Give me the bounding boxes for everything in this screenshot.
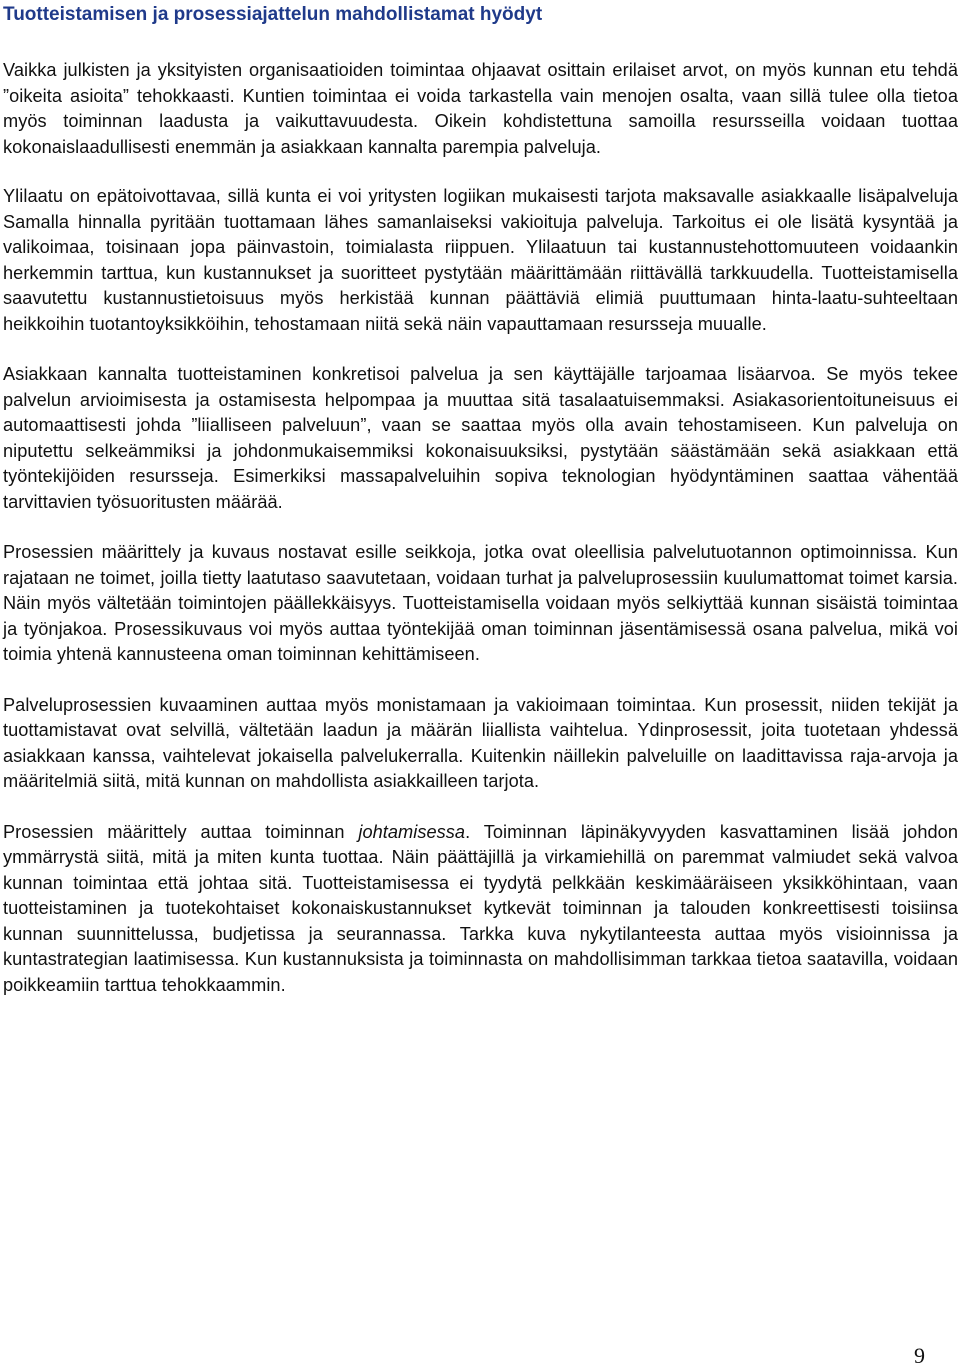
body-paragraph-3: Asiakkaan kannalta tuotteistaminen konkretisoi palvelua ja sen käyttäjälle tarjoamaa lisäarvoa. Se myös tekee palvelun arvioimisesta ja ostamisesta helpompaa ja muuttaa sitä tasalaatuisemmaksi. Asiakasorientoituneisuus ei automaattisesti johda ”liialliseen palveluun”, vaan se saattaa myös olla avain tehostamiseen. Kun palveluja on niputettu selkeämmiksi ja johdonmukaisemmiksi kokonaisuuksiksi, pystytään säästämään sekä asiakkaan että työntekijöiden resursseja. Esimerkiksi massapalveluihin sopiva teknologian hyödyntäminen saattaa vähentää tarvittavien työsuoritusten määrää.: [3, 364, 958, 512]
body-paragraph-5: Palveluprosessien kuvaaminen auttaa myös monistamaan ja vakioimaan toimintaa. Kun prosessit, niiden tekijät ja tuottamistavat ovat selvillä, vältetään laadun ja määrän liiallista vaihtelua. Ydinprosessit, joita tuotetaan yhdessä asiakkaan kanssa, vaihtelevat jokaisella palvelukerralla. Kuitenkin näillekin palveluille on laadittavissa raja-arvoja ja määritelmiä siitä, mitä kunnan on mahdollista asiakkailleen tarjota.: [3, 694, 958, 791]
page-number: 9: [914, 1343, 925, 1368]
document-page: [3, 0, 958, 998]
paragraph-6-text-start: Prosessien määrittely auttaa toiminnan: [3, 821, 359, 842]
body-paragraph-4: Prosessien määrittely ja kuvaus nostavat esille seikkoja, jotka ovat oleellisia palvelutuotannon optimoinnissa. Kun rajataan ne toimet, joilla tietty laatutaso saavutetaan, voidaan turhat ja palveluprosessiin kuulumattomat toimet karsia. Näin myös vältetään toimintojen päällekkäisyys. Tuotteistamisella voidaan myös selkiyttää kunnan sisäistä toimintaa ja työnjakoa. Prosessikuvaus voi myös auttaa työntekijää oman toiminnan jäsentämisessä osana palvelua, mikä voi toimia yhtenä kannusteena oman toiminnan kehittämiseen.: [3, 542, 958, 664]
body-paragraph-1: Vaikka julkisten ja yksityisten organisaatioiden toimintaa ohjaavat osittain erilaiset arvot, on myös kunnan etu tehdä ”oikeita asioita” tehokkaasti. Kuntien toimintaa ei voida tarkastella vain menojen osalta, vaan sillä tulee olla tietoa myös toiminnan laadusta ja vaikuttavuudesta. Oikein kohdistettuna samoilla resursseilla voidaan tuottaa kokonaislaadullisesti enemmän ja asiakkaan kannalta parempia palveluja.: [3, 60, 958, 157]
body-paragraph-2: Ylilaatu on epätoivottavaa, sillä kunta ei voi yritysten logiikan mukaisesti tarjota maksavalle asiakkaalle lisäpalveluja Samalla hinnalla pyritään tuottamaan lähes samanlaiseksi vakioituja palveluja. Tarkoitus ei ole lisätä kysyntää ja valikoimaa, toisinaan jopa päinvastoin, toimialasta riippuen. Ylilaatuun tai kustannustehottomuuteen voidaankin herkemmin tarttua, kun kustannukset ja suoritteet pystytään määrittämään riittävällä tarkkuudella. Tuotteistamisella saavutettu kustannustietoisuus myös herkistää kunnan päättäviä elimiä puuttumaan hinta-laatu-suhteeltaan heikkoihin tuotantoyksikköihin, tehostamaan niitä sekä näin vapauttamaan resursseja muualle.: [3, 186, 958, 334]
body-paragraph-6: [3, 820, 958, 999]
paragraph-6-text-end: . Toiminnan läpinäkyvyyden kasvattaminen lisää johdon ymmärrystä siitä, mitä ja miten kunta tuottaa. Näin päättäjillä ja virkamiehillä on paremmat valmiudet sekä valvoa kunnan toimintaa että johtaa sitä. Tuotteistamisessa ei tyydytä pelkkään keskimääräiseen yksikköhintaan, vaan tuotteistaminen ja tuotekohtaiset kokonaiskustannukset kytkevät toiminnan ja talouden konkreettisesti toisiinsa kunnan suunnittelussa, budjetissa ja seurannassa. Tarkka kuva nykytilanteesta auttaa myös visioinnissa ja kuntastrategian laatimisessa. Kun kustannuksista ja toiminnasta on mahdollisimman tarkkaa tietoa saatavilla, voidaan poikkeamiin tarttua tehokkaammin.: [3, 821, 958, 995]
emphasized-term: johtamisessa: [358, 821, 466, 842]
section-heading: Tuotteistamisen ja prosessiajattelun mahdollistamat hyödyt: [3, 4, 543, 25]
